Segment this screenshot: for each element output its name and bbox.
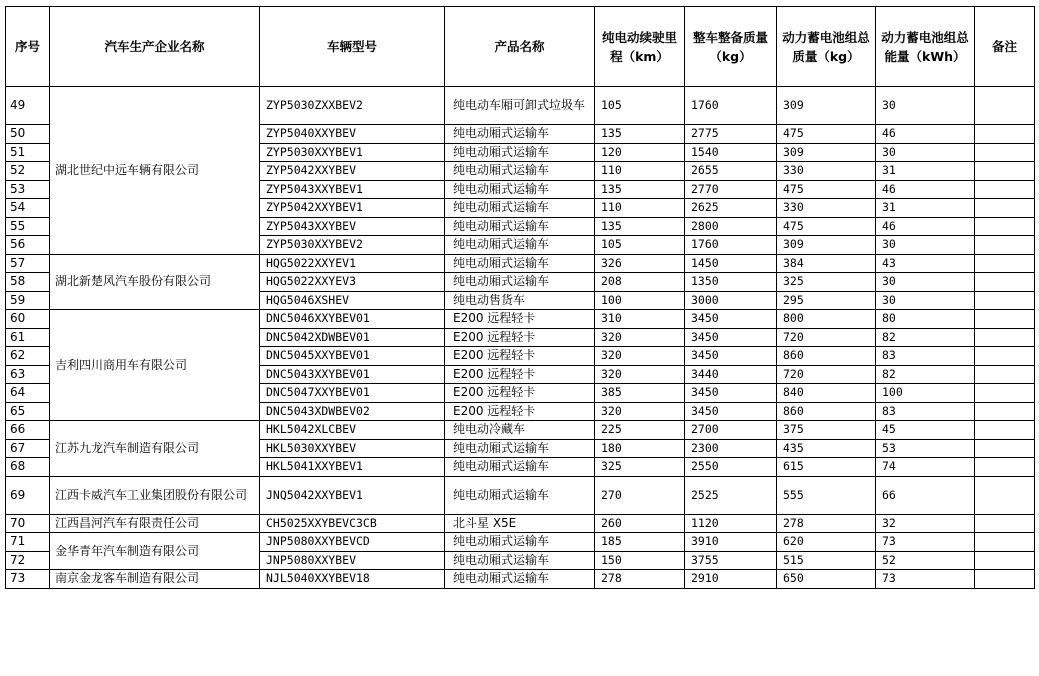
cell-note	[975, 143, 1035, 162]
cell-seq: 65	[6, 402, 50, 421]
cell-range: 320	[595, 402, 685, 421]
cell-curb-mass: 1760	[685, 236, 777, 255]
cell-battery-mass: 309	[777, 236, 876, 255]
cell-battery-mass: 515	[777, 551, 876, 570]
cell-range: 110	[595, 162, 685, 181]
cell-seq: 52	[6, 162, 50, 181]
cell-battery-mass: 330	[777, 199, 876, 218]
cell-note	[975, 199, 1035, 218]
cell-curb-mass: 3450	[685, 310, 777, 329]
cell-model: ZYP5040XXYBEV	[260, 125, 445, 144]
cell-model: ZYP5030ZXXBEV2	[260, 87, 445, 125]
cell-note	[975, 328, 1035, 347]
cell-battery-energy: 30	[876, 273, 975, 292]
cell-product: 北斗星 X5E	[445, 514, 595, 533]
cell-range: 320	[595, 347, 685, 366]
cell-curb-mass: 3000	[685, 291, 777, 310]
cell-range: 100	[595, 291, 685, 310]
cell-curb-mass: 1350	[685, 273, 777, 292]
table-row	[6, 310, 1035, 329]
cell-battery-mass: 475	[777, 125, 876, 144]
cell-note	[975, 310, 1035, 329]
cell-curb-mass: 3440	[685, 365, 777, 384]
cell-battery-mass: 475	[777, 217, 876, 236]
cell-product: E200 远程轻卡	[445, 347, 595, 366]
cell-product: 纯电动厢式运输车	[445, 254, 595, 273]
cell-seq: 69	[6, 476, 50, 514]
table-row	[6, 514, 1035, 533]
vehicle-catalog-table	[5, 6, 1035, 589]
cell-seq: 59	[6, 291, 50, 310]
header-model: 车辆型号	[260, 7, 445, 87]
cell-curb-mass: 2770	[685, 180, 777, 199]
cell-battery-energy: 83	[876, 402, 975, 421]
cell-seq: 56	[6, 236, 50, 255]
cell-product: 纯电动厢式运输车	[445, 570, 595, 589]
cell-battery-energy: 30	[876, 291, 975, 310]
table-row	[6, 533, 1035, 552]
cell-company: 江苏九龙汽车制造有限公司	[50, 421, 260, 477]
cell-range: 105	[595, 87, 685, 125]
header-seq: 序号	[6, 7, 50, 87]
cell-curb-mass: 2910	[685, 570, 777, 589]
cell-company: 湖北世纪中远车辆有限公司	[50, 87, 260, 255]
cell-battery-mass: 800	[777, 310, 876, 329]
cell-product: 纯电动厢式运输车	[445, 143, 595, 162]
cell-note	[975, 384, 1035, 403]
cell-seq: 63	[6, 365, 50, 384]
cell-model: ZYP5043XXYBEV	[260, 217, 445, 236]
cell-note	[975, 273, 1035, 292]
cell-battery-mass: 720	[777, 365, 876, 384]
cell-battery-mass: 650	[777, 570, 876, 589]
cell-range: 320	[595, 365, 685, 384]
cell-battery-energy: 80	[876, 310, 975, 329]
cell-battery-energy: 100	[876, 384, 975, 403]
cell-model: JNP5080XXYBEV	[260, 551, 445, 570]
cell-curb-mass: 3755	[685, 551, 777, 570]
cell-range: 135	[595, 125, 685, 144]
table-row	[6, 254, 1035, 273]
cell-model: ZYP5030XXYBEV1	[260, 143, 445, 162]
cell-battery-energy: 82	[876, 328, 975, 347]
cell-company: 江西卡威汽车工业集团股份有限公司	[50, 476, 260, 514]
cell-product: 纯电动厢式运输车	[445, 236, 595, 255]
cell-product: 纯电动厢式运输车	[445, 273, 595, 292]
cell-seq: 68	[6, 458, 50, 477]
table-row	[6, 421, 1035, 440]
cell-seq: 66	[6, 421, 50, 440]
cell-product: 纯电动厢式运输车	[445, 180, 595, 199]
cell-seq: 51	[6, 143, 50, 162]
cell-range: 260	[595, 514, 685, 533]
cell-range: 208	[595, 273, 685, 292]
cell-battery-mass: 620	[777, 533, 876, 552]
cell-seq: 61	[6, 328, 50, 347]
cell-battery-energy: 46	[876, 217, 975, 236]
cell-battery-energy: 52	[876, 551, 975, 570]
cell-battery-mass: 309	[777, 143, 876, 162]
cell-company: 江西昌河汽车有限责任公司	[50, 514, 260, 533]
cell-product: 纯电动售货车	[445, 291, 595, 310]
cell-range: 110	[595, 199, 685, 218]
header-battery-energy: 动力蓄电池组总能量（kWh）	[876, 7, 975, 87]
cell-battery-energy: 32	[876, 514, 975, 533]
cell-seq: 72	[6, 551, 50, 570]
cell-battery-energy: 31	[876, 162, 975, 181]
cell-seq: 67	[6, 439, 50, 458]
cell-note	[975, 551, 1035, 570]
cell-seq: 70	[6, 514, 50, 533]
cell-note	[975, 236, 1035, 255]
cell-product: 纯电动冷藏车	[445, 421, 595, 440]
cell-note	[975, 87, 1035, 125]
cell-product: 纯电动厢式运输车	[445, 199, 595, 218]
cell-battery-mass: 309	[777, 87, 876, 125]
cell-range: 185	[595, 533, 685, 552]
cell-range: 150	[595, 551, 685, 570]
cell-note	[975, 570, 1035, 589]
cell-range: 385	[595, 384, 685, 403]
cell-seq: 53	[6, 180, 50, 199]
cell-battery-energy: 43	[876, 254, 975, 273]
cell-model: HKL5042XLCBEV	[260, 421, 445, 440]
cell-seq: 64	[6, 384, 50, 403]
cell-model: ZYP5030XXYBEV2	[260, 236, 445, 255]
cell-note	[975, 347, 1035, 366]
cell-seq: 62	[6, 347, 50, 366]
cell-seq: 71	[6, 533, 50, 552]
cell-model: CH5025XXYBEVC3CB	[260, 514, 445, 533]
cell-curb-mass: 1120	[685, 514, 777, 533]
cell-range: 135	[595, 217, 685, 236]
cell-seq: 57	[6, 254, 50, 273]
cell-note	[975, 421, 1035, 440]
cell-model: ZYP5042XXYBEV	[260, 162, 445, 181]
cell-product: E200 远程轻卡	[445, 384, 595, 403]
cell-product: 纯电动车厢可卸式垃圾车	[445, 87, 595, 125]
cell-curb-mass: 2625	[685, 199, 777, 218]
cell-seq: 60	[6, 310, 50, 329]
cell-model: HQG5022XXYEV1	[260, 254, 445, 273]
cell-battery-energy: 30	[876, 87, 975, 125]
cell-battery-mass: 295	[777, 291, 876, 310]
cell-company: 吉利四川商用车有限公司	[50, 310, 260, 421]
cell-product: 纯电动厢式运输车	[445, 162, 595, 181]
cell-product: 纯电动厢式运输车	[445, 533, 595, 552]
cell-company: 湖北新楚风汽车股份有限公司	[50, 254, 260, 310]
cell-product: 纯电动厢式运输车	[445, 217, 595, 236]
cell-range: 135	[595, 180, 685, 199]
cell-model: HKL5030XXYBEV	[260, 439, 445, 458]
cell-model: DNC5043XXYBEV01	[260, 365, 445, 384]
cell-company: 金华青年汽车制造有限公司	[50, 533, 260, 570]
cell-battery-mass: 330	[777, 162, 876, 181]
cell-battery-energy: 74	[876, 458, 975, 477]
header-row	[6, 7, 1035, 87]
cell-curb-mass: 2655	[685, 162, 777, 181]
cell-seq: 55	[6, 217, 50, 236]
table-row	[6, 570, 1035, 589]
cell-curb-mass: 3450	[685, 347, 777, 366]
cell-battery-energy: 66	[876, 476, 975, 514]
cell-model: ZYP5043XXYBEV1	[260, 180, 445, 199]
cell-product: 纯电动厢式运输车	[445, 439, 595, 458]
cell-battery-mass: 860	[777, 402, 876, 421]
cell-range: 225	[595, 421, 685, 440]
cell-battery-energy: 73	[876, 533, 975, 552]
cell-curb-mass: 2775	[685, 125, 777, 144]
cell-note	[975, 125, 1035, 144]
cell-model: HQG5022XXYEV3	[260, 273, 445, 292]
cell-battery-mass: 384	[777, 254, 876, 273]
cell-note	[975, 514, 1035, 533]
header-note: 备注	[975, 7, 1035, 87]
cell-model: DNC5047XXYBEV01	[260, 384, 445, 403]
cell-curb-mass: 2300	[685, 439, 777, 458]
cell-seq: 58	[6, 273, 50, 292]
cell-product: 纯电动厢式运输车	[445, 551, 595, 570]
cell-battery-energy: 82	[876, 365, 975, 384]
cell-product: 纯电动厢式运输车	[445, 476, 595, 514]
cell-seq: 50	[6, 125, 50, 144]
cell-battery-energy: 46	[876, 125, 975, 144]
cell-note	[975, 180, 1035, 199]
cell-curb-mass: 1540	[685, 143, 777, 162]
cell-product: E200 远程轻卡	[445, 402, 595, 421]
cell-battery-energy: 53	[876, 439, 975, 458]
cell-battery-mass: 375	[777, 421, 876, 440]
table-row	[6, 87, 1035, 125]
cell-note	[975, 458, 1035, 477]
cell-model: DNC5042XDWBEV01	[260, 328, 445, 347]
cell-battery-energy: 46	[876, 180, 975, 199]
cell-product: E200 远程轻卡	[445, 310, 595, 329]
cell-note	[975, 162, 1035, 181]
header-company: 汽车生产企业名称	[50, 7, 260, 87]
cell-model: ZYP5042XXYBEV1	[260, 199, 445, 218]
cell-range: 326	[595, 254, 685, 273]
cell-range: 320	[595, 328, 685, 347]
cell-curb-mass: 2550	[685, 458, 777, 477]
cell-battery-mass: 325	[777, 273, 876, 292]
cell-battery-mass: 278	[777, 514, 876, 533]
cell-note	[975, 291, 1035, 310]
table-row	[6, 476, 1035, 514]
cell-model: NJL5040XXYBEV18	[260, 570, 445, 589]
cell-curb-mass: 2800	[685, 217, 777, 236]
cell-battery-energy: 83	[876, 347, 975, 366]
cell-note	[975, 217, 1035, 236]
cell-seq: 73	[6, 570, 50, 589]
cell-model: DNC5046XXYBEV01	[260, 310, 445, 329]
header-curb-mass: 整车整备质量（kg）	[685, 7, 777, 87]
cell-model: JNQ5042XXYBEV1	[260, 476, 445, 514]
cell-model: HQG5046XSHEV	[260, 291, 445, 310]
cell-battery-energy: 73	[876, 570, 975, 589]
cell-curb-mass: 1450	[685, 254, 777, 273]
cell-battery-mass: 720	[777, 328, 876, 347]
cell-product: E200 远程轻卡	[445, 328, 595, 347]
cell-curb-mass: 3450	[685, 384, 777, 403]
cell-battery-mass: 555	[777, 476, 876, 514]
header-battery-mass: 动力蓄电池组总质量（kg）	[777, 7, 876, 87]
cell-note	[975, 533, 1035, 552]
header-range: 纯电动续驶里程（km）	[595, 7, 685, 87]
header-product: 产品名称	[445, 7, 595, 87]
cell-note	[975, 254, 1035, 273]
cell-battery-energy: 30	[876, 143, 975, 162]
cell-battery-energy: 30	[876, 236, 975, 255]
cell-product: 纯电动厢式运输车	[445, 125, 595, 144]
cell-battery-energy: 31	[876, 199, 975, 218]
cell-battery-energy: 45	[876, 421, 975, 440]
cell-range: 325	[595, 458, 685, 477]
cell-seq: 54	[6, 199, 50, 218]
cell-curb-mass: 2525	[685, 476, 777, 514]
cell-note	[975, 402, 1035, 421]
cell-model: JNP5080XXYBEVCD	[260, 533, 445, 552]
cell-company: 南京金龙客车制造有限公司	[50, 570, 260, 589]
cell-battery-mass: 475	[777, 180, 876, 199]
cell-battery-mass: 435	[777, 439, 876, 458]
cell-range: 180	[595, 439, 685, 458]
cell-seq: 49	[6, 87, 50, 125]
cell-note	[975, 439, 1035, 458]
cell-battery-mass: 840	[777, 384, 876, 403]
cell-battery-mass: 615	[777, 458, 876, 477]
cell-range: 270	[595, 476, 685, 514]
cell-model: DNC5043XDWBEV02	[260, 402, 445, 421]
cell-curb-mass: 3910	[685, 533, 777, 552]
cell-model: DNC5045XXYBEV01	[260, 347, 445, 366]
cell-curb-mass: 3450	[685, 328, 777, 347]
cell-battery-mass: 860	[777, 347, 876, 366]
cell-range: 120	[595, 143, 685, 162]
cell-range: 310	[595, 310, 685, 329]
cell-product: E200 远程轻卡	[445, 365, 595, 384]
cell-curb-mass: 3450	[685, 402, 777, 421]
cell-note	[975, 365, 1035, 384]
cell-curb-mass: 1760	[685, 87, 777, 125]
cell-curb-mass: 2700	[685, 421, 777, 440]
cell-model: HKL5041XXYBEV1	[260, 458, 445, 477]
cell-note	[975, 476, 1035, 514]
cell-range: 105	[595, 236, 685, 255]
cell-product: 纯电动厢式运输车	[445, 458, 595, 477]
cell-range: 278	[595, 570, 685, 589]
